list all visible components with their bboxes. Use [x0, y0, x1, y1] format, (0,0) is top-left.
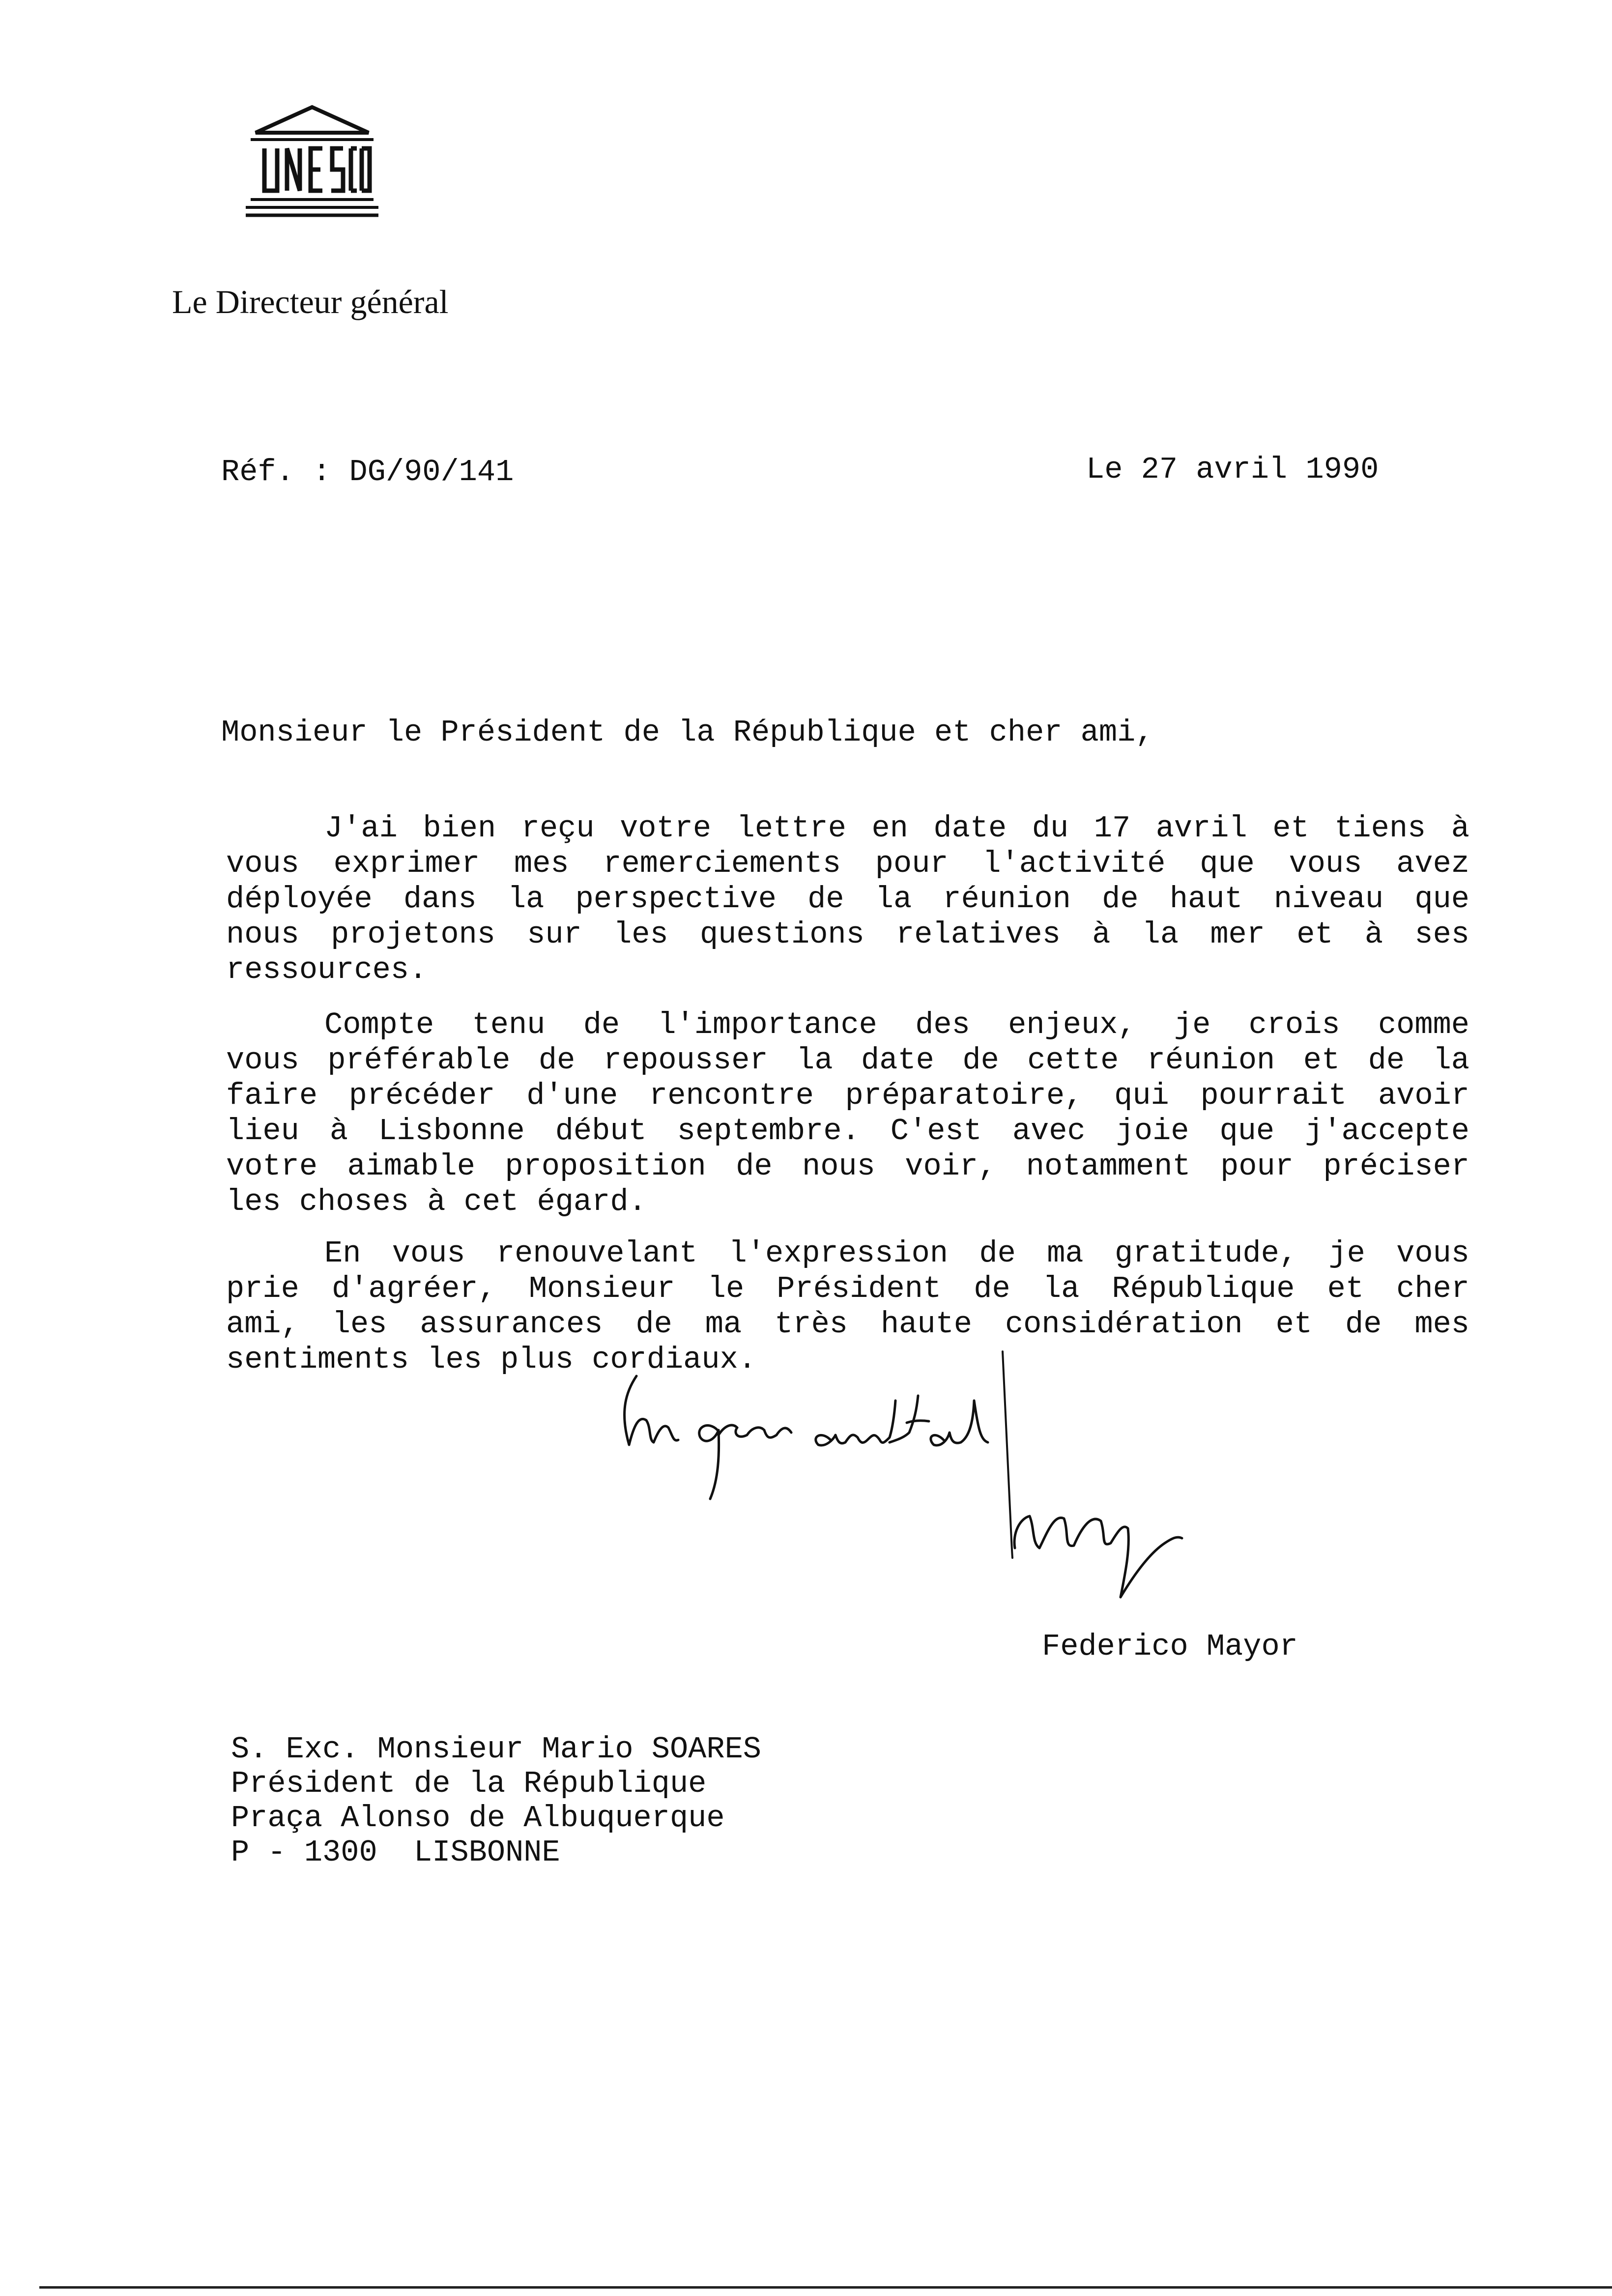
- paragraph-line: déployée dans la perspective de la réunion de haut niveau que: [226, 882, 1469, 917]
- signature-drawing: [590, 1342, 1425, 1646]
- address-line: P - 1300 LISBONNE: [231, 1835, 560, 1870]
- paragraph-line: faire précéder d'une rencontre préparatoire, qui pourrait avoir: [226, 1078, 1469, 1113]
- paragraph-line: sentiments les plus cordiaux.: [226, 1342, 756, 1377]
- body-paragraph-1: [226, 811, 1469, 988]
- letter-date: Le 27 avril 1990: [1086, 452, 1379, 487]
- signer-name: Federico Mayor: [1042, 1629, 1298, 1664]
- letterhead-office-title: Le Directeur général: [172, 283, 449, 320]
- unesco-logo: [246, 103, 378, 226]
- address-line: S. Exc. Monsieur Mario SOARES: [231, 1732, 761, 1767]
- paragraph-line: nous projetons sur les questions relatives à la mer et à ses: [226, 917, 1469, 952]
- paragraph-line: les choses à cet égard.: [226, 1184, 647, 1219]
- paragraph-line: En vous renouvelant l'expression de ma gratitude, je vous: [324, 1236, 1469, 1271]
- paragraph-line: votre aimable proposition de nous voir, notamment pour préciser: [226, 1149, 1469, 1184]
- salutation: Monsieur le Président de la République et cher ami,: [221, 715, 1154, 750]
- address-line: Praça Alonso de Albuquerque: [231, 1801, 725, 1836]
- paragraph-line: ressources.: [226, 952, 428, 987]
- paragraph-line: prie d'agréer, Monsieur le Président de la République et cher: [226, 1271, 1469, 1306]
- paragraph-line: vous exprimer mes remerciements pour l'activité que vous avez: [226, 846, 1469, 881]
- paragraph-line: ami, les assurances de ma très haute considération et de mes: [226, 1307, 1469, 1342]
- bottom-rule: [39, 2286, 1612, 2289]
- paragraph-line: vous préférable de repousser la date de cette réunion et de la: [226, 1043, 1469, 1078]
- body-paragraph-2: [226, 1007, 1469, 1220]
- paragraph-line: Compte tenu de l'importance des enjeux, je crois comme: [324, 1007, 1469, 1042]
- reference-number: Réf. : DG/90/141: [221, 455, 514, 489]
- paragraph-line: lieu à Lisbonne début septembre. C'est avec joie que j'accepte: [226, 1114, 1469, 1148]
- address-line: Président de la République: [231, 1766, 707, 1801]
- paragraph-line: J'ai bien reçu votre lettre en date du 17 avril et tiens à: [324, 811, 1469, 846]
- unesco-temple-emblem: [246, 103, 378, 226]
- recipient-address: [231, 1732, 761, 1870]
- handwritten-signature: [590, 1342, 1425, 1646]
